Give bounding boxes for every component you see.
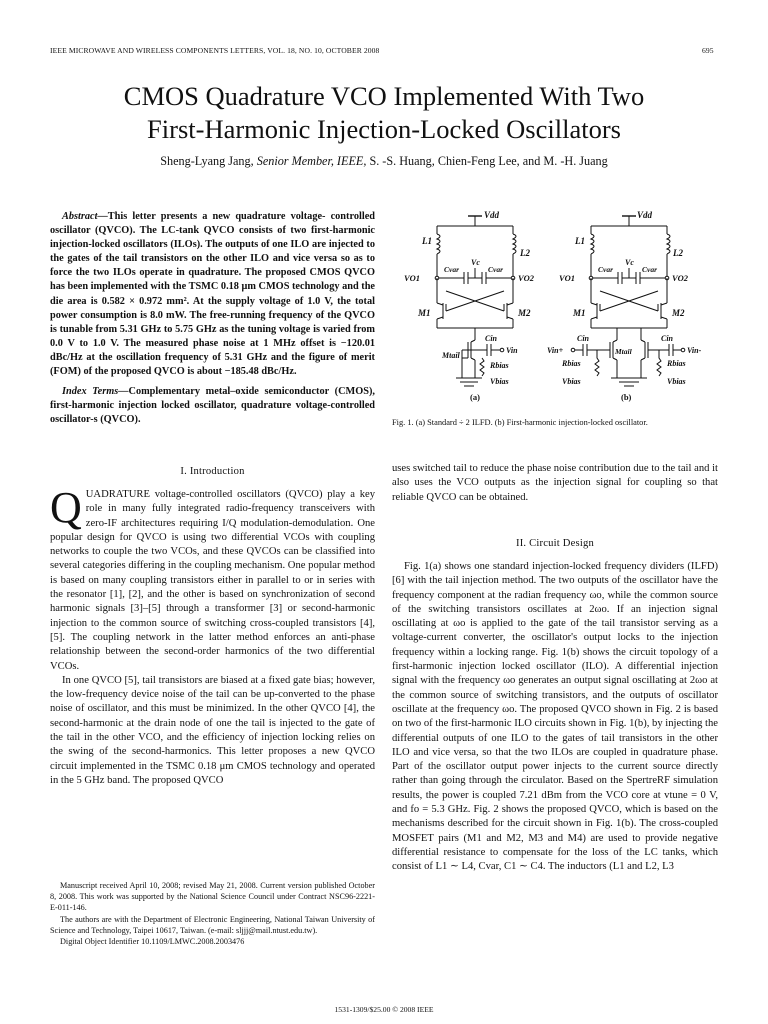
circuit-b [547, 210, 702, 402]
vin-minus-label: Vin- [687, 346, 702, 355]
title-line-1: CMOS Quadrature VCO Implemented With Two [123, 81, 645, 111]
rbias-label-a: Rbias [490, 361, 509, 370]
l1-label-a: L1 [422, 236, 432, 246]
author-list [0, 154, 768, 169]
paper-title [0, 80, 768, 146]
circuit-diagram [392, 208, 720, 408]
drop-cap: Q [50, 483, 82, 532]
vc-label-b: Vc [625, 258, 634, 267]
author-others: S. -S. Huang, Chien-Feng Lee, and M. -H. Juang [369, 154, 608, 168]
m1-label-b: M1 [573, 308, 586, 318]
figure-caption: Fig. 1. (a) Standard ÷ 2 ILFD. (b) First-harmonic injection-locked oscillator. [392, 418, 648, 427]
vin-plus-label: Vin+ [547, 346, 564, 355]
cvar-label-b1: Cvar [598, 265, 613, 274]
figure-1b-label: (b) [621, 392, 632, 402]
m1-label-a: M1 [418, 308, 431, 318]
rbias-label-b1: Rbias [562, 359, 581, 368]
l2-label-a: L2 [520, 248, 530, 258]
vo1-label-b: VO1 [559, 273, 576, 283]
footnote-doi: Digital Object Identifier 10.1109/LMWC.2008.2003476 [60, 937, 245, 947]
vbias-label-b2: Vbias [667, 377, 686, 386]
m2-label-b: M2 [672, 308, 685, 318]
circuit-a [404, 210, 535, 402]
abstract-label: Abstract— [62, 211, 108, 222]
vdd-label-a: Vdd [484, 210, 500, 220]
figure-1 [392, 208, 720, 408]
intro-continuation [392, 462, 718, 505]
cin-label-b2: Cin [661, 334, 674, 343]
footnotes [50, 880, 375, 947]
circuit-paragraph-1: Fig. 1(a) shows one standard injection-locked frequency dividers (ILFD) [6] with the tail injection method. The two outputs of the oscillator have the frequency component at the radian frequency ωo, while the common source of the switching transistors oscillates at 2ωo. If an injection signal oscillating at ωo is applied to the gate of the tail transistor serving as a voltage-current converter, the oscillator's output locks to the injection frequency within a locking range. Fig. 1(b) shows the circuit topology of a first-harmonic injection locked oscillator (ILO). A differential injection signal with the frequency ωo generates an output signal oscillating at 2ωo at the common source of switching transistors, and the outputs of oscillator oscillate at the frequency ωo. The proposed QVCO shown in Fig. 2 is based on two of the first-harmonic ILO circuits shown in Fig. 1(b), by injecting the differential outputs of one ILO to the gates of tail transistors in the other ILO and vice versa, so that the two ILOs are coupled in quadrature phase. Part of the oscillator output power injects to the current source directly rather than going through the circulator. Based on the SpertreRF simulation results, the power is coupled 7.21 dBm from the VCO core at vtune = 0 V, and fo = 5.3 GHz. Fig. 2 shows the proposed QVCO, which is based on the mechanisms described for the circuit shown in Fig. 1(b). The cross-coupled MOSFET pairs (M1 and M2, M3 and M4) are used to provide negative differential resistance to compensate for the loss of the LC tanks, which consist of L1 ∼ L4, Cvar, C1 ∼ C4. The inductors (L1 and L2, L3 [392, 561, 718, 873]
vo2-label-a: VO2 [518, 273, 535, 283]
cin-label-b1: Cin [577, 334, 590, 343]
mtail-label-b1: Mtail [615, 347, 632, 356]
cvar-label-a2: Cvar [488, 265, 503, 274]
abstract [50, 210, 375, 427]
section-heading-introduction: I. Introduction [180, 466, 245, 477]
mtail-label-a: Mtail [442, 351, 460, 360]
cvar-label-a1: Cvar [444, 265, 459, 274]
vin-label-a: Vin [506, 346, 518, 355]
circuit-design-body [392, 560, 718, 875]
copyright-footer: 1531-1309/$25.00 © 2008 IEEE [334, 1005, 434, 1014]
abstract-text: This letter presents a new quadrature voltage- controlled oscillator (QVCO). The LC-tank QVCO consists of two first-harmonic injection-locked oscillators (ILOs). The outputs of one ILO are injected to the gates of the tail transistors on the other ILO and vice versa so as to force the two ILOs operate in quadrature. The proposed CMOS QVCO has been implemented with the TSMC 0.18 μm CMOS technology and the die area is 0.582 × 0.972 mm². At the supply voltage of 1.0 V, the total power consumption is 8.0 mW. The free-running frequency of the QVCO is tunable from 5.31 GHz to 5.75 GHz as the tuning voltage is varied from 0.0 V to 1.0 V. The measured phase noise at 1 MHz offset is −120.01 dBc/Hz at the oscillation frequency of 5.31 GHz and the figure of merit (FOM) of the proposed QVCO is about −185.48 dBc/Hz. [50, 211, 375, 378]
vbias-label-a: Vbias [490, 377, 509, 386]
index-terms-text: Complementary metal–oxide semiconductor (CMOS), first-harmonic injection locked oscillator, quadrature voltage-controlled oscillator-s (QVCO). [50, 386, 375, 426]
vdd-label-b: Vdd [637, 210, 653, 220]
footnote-affiliation: The authors are with the Department of Electronic Engineering, National Taiwan University of Science and Technology, Taipei 10617, Taiwan. (e-mail: sljjj@mail.ntust.edu.tw). [50, 914, 375, 935]
cvar-label-b2: Cvar [642, 265, 657, 274]
vc-label-a: Vc [471, 258, 480, 267]
index-terms-label: Index Terms— [62, 386, 129, 398]
m2-label-a: M2 [518, 308, 531, 318]
l2-label-b: L2 [673, 248, 683, 258]
intro-paragraph-3: uses switched tail to reduce the phase noise contribution due to the tail and it also uses the VCO outputs as the injection signal for coupling so that reliable QVCO can be obtained. [392, 463, 718, 503]
intro-paragraph-2: In one QVCO [5], tail transistors are biased at a fixed gate bias; however, the low-frequency device noise of the tail can be up-converted to the phase noise of oscillator, and this must be minimized. In the other QVCO [4], the second-harmonic at the drain node of one the tail is injected to the gate of the tail in the other VCO, and the efficiency of injection locking relies on the swing of the second-harmonics. This letter proposes a new QVCO circuit implemented in the TSMC 0.18 μm CMOS technology and operated in the 5 GHz band. The proposed QVCO [50, 674, 375, 786]
vo1-label-a: VO1 [404, 273, 421, 283]
author-first: Sheng-Lyang Jang, [160, 154, 254, 168]
author-first-role: Senior Member, IEEE, [256, 154, 367, 168]
title-line-2: First-Harmonic Injection-Locked Oscillators [147, 114, 621, 144]
page-number: 695 [702, 46, 714, 55]
introduction-body [50, 483, 375, 788]
figure-1a-label: (a) [470, 392, 480, 402]
vo2-label-b: VO2 [672, 273, 689, 283]
vbias-label-b1: Vbias [562, 377, 581, 386]
section-heading-circuit-design: II. Circuit Design [515, 538, 595, 549]
l1-label-b: L1 [575, 236, 585, 246]
intro-paragraph-1: UADRATURE voltage-controlled oscillators (QVCO) play a key role in many fully integrated radio-frequency transceivers with zero-IF architectures requiring I/Q modulation-demodulation. One popular design for QVCO is using two differential VCOs with coupling networks to couple the two VCOs, and these QVCOs can be classified into several categories differing in the coupling mechanism. One popular method is based on many coupling transistors either in parallel to or in series with the resonator [1], [2], and the other is based on synchronization of second harmonic signals [3]–[5] through a transformer [3] or second-harmonic injection to the common source of switching cross-coupled transistors [4], [5]. The coupling network in the latter method enforces an anti-phase relationship between the second-order harmonics of the two differential VCOs. [50, 489, 375, 672]
rbias-label-b2: Rbias [667, 359, 686, 368]
running-header: IEEE MICROWAVE AND WIRELESS COMPONENTS LETTERS, VOL. 18, NO. 10, OCTOBER 2008 [50, 46, 380, 55]
footnote-manuscript: Manuscript received April 10, 2008; revised May 21, 2008. Current version published October 8, 2008. This work was supported by the National Science Council under Contract NSC96-2221-E-011-146. [50, 881, 375, 913]
cin-label-a: Cin [485, 334, 498, 343]
